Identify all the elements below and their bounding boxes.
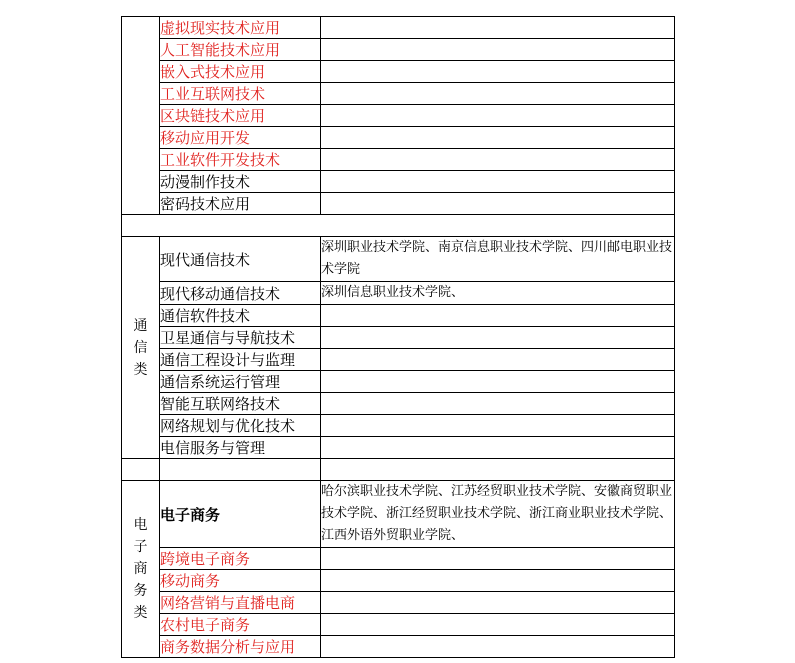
table-row [122, 237, 675, 282]
schools-cell [321, 327, 675, 349]
table-row [122, 193, 675, 215]
major-name: 虚拟现实技术应用 [160, 17, 321, 39]
table-row [122, 570, 675, 592]
schools-cell [321, 171, 675, 193]
spacer-row [122, 459, 675, 481]
schools-cell [321, 127, 675, 149]
major-name: 现代移动通信技术 [160, 282, 321, 305]
majors-table [121, 16, 675, 658]
schools-cell [321, 592, 675, 614]
majors-table-body [122, 17, 675, 658]
major-name: 动漫制作技术 [160, 171, 321, 193]
schools-cell: 深圳职业技术学院、南京信息职业技术学院、四川邮电职业技术学院 [321, 237, 675, 282]
table-row [122, 105, 675, 127]
table-row [122, 17, 675, 39]
spacer-cell [160, 459, 321, 481]
major-name: 电信服务与管理 [160, 437, 321, 459]
major-name: 嵌入式技术应用 [160, 61, 321, 83]
table-row [122, 282, 675, 305]
major-name: 商务数据分析与应用 [160, 636, 321, 658]
table-row [122, 83, 675, 105]
major-name: 现代通信技术 [160, 237, 321, 282]
major-name: 网络规划与优化技术 [160, 415, 321, 437]
table-row [122, 39, 675, 61]
category-cell: 电 子 商 务 类 [122, 481, 160, 658]
major-name: 卫星通信与导航技术 [160, 327, 321, 349]
table-row [122, 636, 675, 658]
major-name: 人工智能技术应用 [160, 39, 321, 61]
table-row [122, 349, 675, 371]
schools-cell [321, 105, 675, 127]
schools-cell [321, 636, 675, 658]
category-cell: 通 信 类 [122, 237, 160, 459]
table-row [122, 393, 675, 415]
spacer-cell [122, 459, 160, 481]
schools-cell [321, 83, 675, 105]
major-name: 智能互联网络技术 [160, 393, 321, 415]
table-row [122, 437, 675, 459]
schools-cell [321, 193, 675, 215]
schools-cell [321, 437, 675, 459]
table-row [122, 305, 675, 327]
table-row [122, 481, 675, 548]
schools-cell [321, 548, 675, 570]
major-name: 密码技术应用 [160, 193, 321, 215]
schools-cell [321, 149, 675, 171]
table-row [122, 415, 675, 437]
table-row [122, 127, 675, 149]
category-cell [122, 17, 160, 215]
major-name: 网络营销与直播电商 [160, 592, 321, 614]
major-name: 工业软件开发技术 [160, 149, 321, 171]
schools-cell [321, 415, 675, 437]
schools-cell [321, 61, 675, 83]
schools-cell [321, 349, 675, 371]
schools-cell [321, 371, 675, 393]
schools-cell [321, 614, 675, 636]
major-name: 区块链技术应用 [160, 105, 321, 127]
major-name: 通信软件技术 [160, 305, 321, 327]
schools-cell [321, 305, 675, 327]
schools-cell: 深圳信息职业技术学院、 [321, 282, 675, 305]
major-name: 移动商务 [160, 570, 321, 592]
major-name: 跨境电子商务 [160, 548, 321, 570]
table-row [122, 548, 675, 570]
table-row [122, 327, 675, 349]
major-name: 工业互联网技术 [160, 83, 321, 105]
major-name: 通信工程设计与监理 [160, 349, 321, 371]
table-row [122, 61, 675, 83]
spacer-cell [321, 459, 675, 481]
schools-cell [321, 393, 675, 415]
schools-cell: 哈尔滨职业技术学院、江苏经贸职业技术学院、安徽商贸职业技术学院、浙江经贸职业技术学院、浙江商业职业技术学院、江西外语外贸职业学院、 [321, 481, 675, 548]
major-name: 电子商务 [160, 481, 321, 548]
major-name: 移动应用开发 [160, 127, 321, 149]
spacer-row [122, 215, 675, 237]
table-row [122, 171, 675, 193]
schools-cell [321, 17, 675, 39]
spacer-cell [122, 215, 675, 237]
major-name: 农村电子商务 [160, 614, 321, 636]
schools-cell [321, 39, 675, 61]
major-name: 通信系统运行管理 [160, 371, 321, 393]
table-row [122, 149, 675, 171]
table-row [122, 371, 675, 393]
table-row [122, 592, 675, 614]
table-row [122, 614, 675, 636]
schools-cell [321, 570, 675, 592]
